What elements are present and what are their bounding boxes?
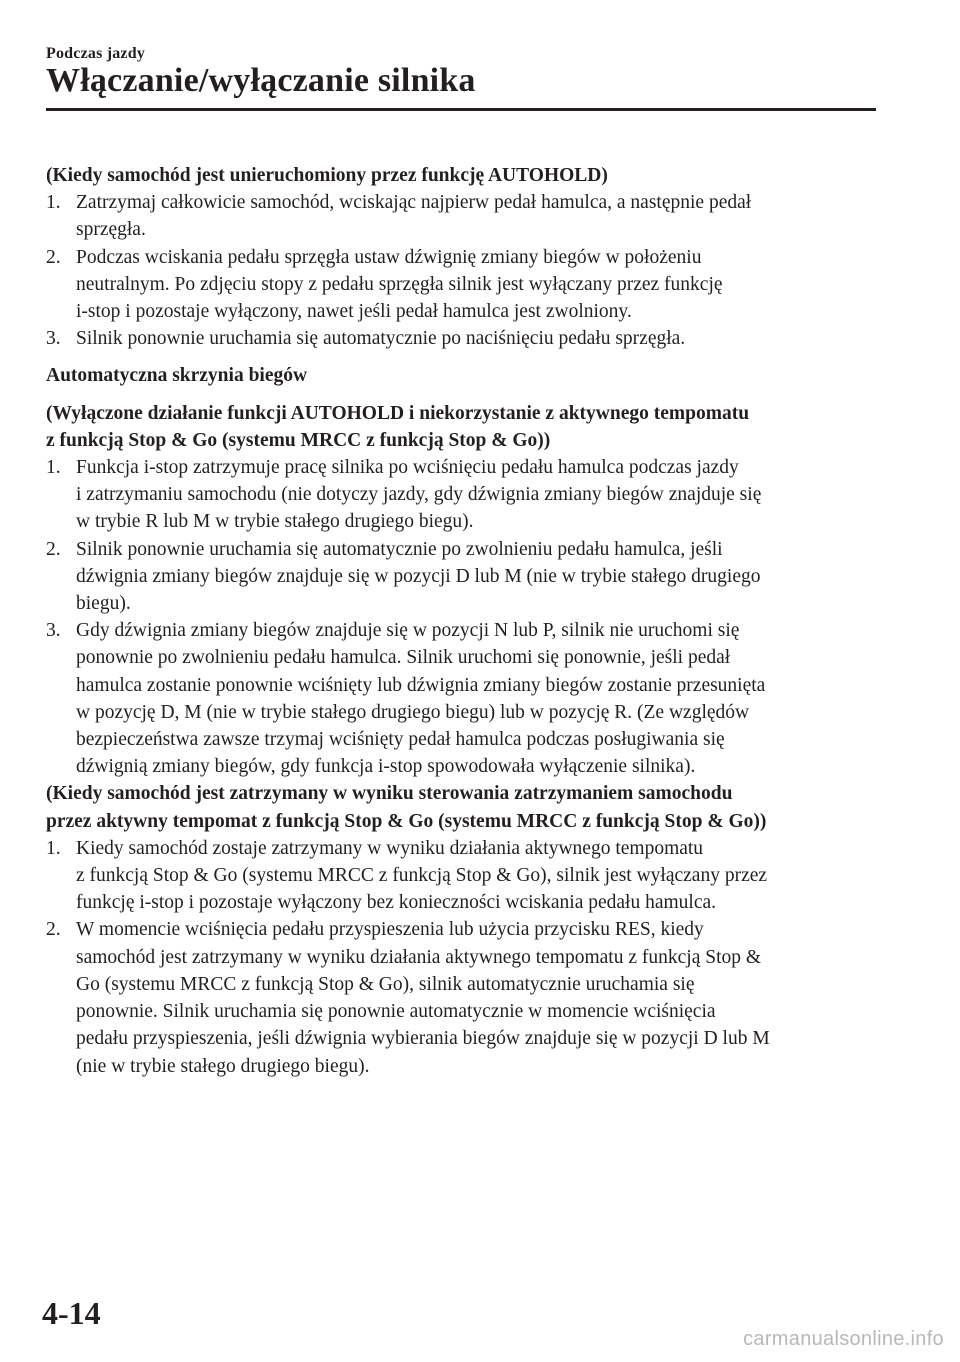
autohold-stop-heading: (Kiedy samochód jest unieruchomiony przez funkcję AUTOHOLD)	[46, 165, 608, 186]
list-text: Kiedy samochód zostaje zatrzymany w wyniku działania aktywnego tempomatu z funkcją Stop & Go (systemu MRCC z funkcją Stop & Go), silnik jest wyłączany przez funkcję i-stop i pozostaje wyłączony bez konieczności wciskania pedału hamulca.	[76, 837, 768, 914]
page-number: 4-14	[42, 1295, 101, 1331]
list-number: 1.	[46, 837, 61, 859]
list-item	[46, 189, 880, 243]
list-text: Silnik ponownie uruchamia się automatycznie po naciśnięciu pedału sprzęgła.	[76, 328, 686, 350]
list-number: 3.	[46, 620, 61, 642]
main-content	[46, 162, 880, 1080]
autohold-off-heading: (Wyłączone działanie funkcji AUTOHOLD i niekorzystanie z aktywnego tempomatu z funkcją Stop & Go (systemu MRCC z funkcją Stop & Go))	[46, 402, 750, 451]
list-item	[46, 835, 880, 917]
list-text: Silnik ponownie uruchamia się automatycznie po zwolnieniu pedału hamulca, jeśli dźwignia zmiany biegów znajduje się w pozycji D lub M (nie w trybie stałego drugiego biegu).	[76, 538, 761, 615]
section-label: Podczas jazdy	[46, 45, 146, 62]
list-number: 1.	[46, 457, 61, 479]
list-number: 2.	[46, 246, 61, 268]
list-number: 2.	[46, 538, 61, 560]
list-item	[46, 617, 880, 780]
list-number: 3.	[46, 328, 61, 350]
list-item	[46, 916, 880, 1079]
list-item	[46, 325, 880, 352]
list-item	[46, 244, 880, 326]
list-number: 1.	[46, 192, 61, 214]
list-item	[46, 536, 880, 618]
list-text: Podczas wciskania pedału sprzęgła ustaw dźwignię zmiany biegów w położeniu neutralnym. Po zdjęciu stopy z pedału sprzęgła silnik jest wyłączany przez funkcję i-stop i pozostaje wyłączony, nawet jeśli pedał hamulca jest zwolniony.	[76, 246, 723, 323]
page-title: Włączanie/wyłączanie silnika	[46, 62, 476, 99]
list-text: Gdy dźwignia zmiany biegów znajduje się w pozycji N lub P, silnik nie uruchomi się ponownie po zwolnieniu pedału hamulca. Silnik uruchomi się ponownie, jeśli pedał hamulca zostanie ponownie wciśnięty lub dźwignia zmiany biegów zostanie przesunięta w pozycję D, M (nie w trybie stałego drugiego biegu) lub w pozycję R. (Ze względów bezpieczeństwa zawsze trzymaj wciśnięty pedał hamulca podczas posługiwania się dźwignią zmiany biegów, gdy funkcja i-stop spowodowała wyłączenie silnika).	[76, 620, 766, 778]
title-divider	[46, 108, 876, 111]
list-text: W momencie wciśnięcia pedału przyspieszenia lub użycia przycisku RES, kiedy samochód jest zatrzymany w wyniku działania aktywnego tempomatu z funkcją Stop & Go (systemu MRCC z funkcją Stop & Go), silnik automatycznie uruchamia się ponownie. Silnik uruchamia się ponownie automatycznie w momencie wciśnięcia pedału przyspieszenia, jeśli dźwignia wybierania biegów znajduje się w pozycji D lub M (nie w trybie stałego drugiego biegu).	[76, 919, 770, 1077]
watermark: carmanualsonline.info	[743, 1328, 944, 1350]
list-item	[46, 454, 880, 536]
automatic-transmission-heading: Automatyczna skrzynia biegów	[46, 365, 308, 387]
list-text: Zatrzymaj całkowicie samochód, wciskając najpierw pedał hamulca, a następnie pedał sprzęgła.	[76, 192, 752, 241]
list-text: Funkcja i-stop zatrzymuje pracę silnika po wciśnięciu pedału hamulca podczas jazdy i zatrzymaniu samochodu (nie dotyczy jazdy, gdy dźwignia zmiany biegów znajduje się w trybie R lub M w trybie stałego drugiego biegu).	[76, 457, 762, 533]
mrcc-stop-heading: (Kiedy samochód jest zatrzymany w wyniku sterowania zatrzymaniem samochodu przez aktywny tempomat z funkcją Stop & Go (systemu MRCC z funkcją Stop & Go))	[46, 783, 767, 832]
list-number: 2.	[46, 919, 61, 941]
